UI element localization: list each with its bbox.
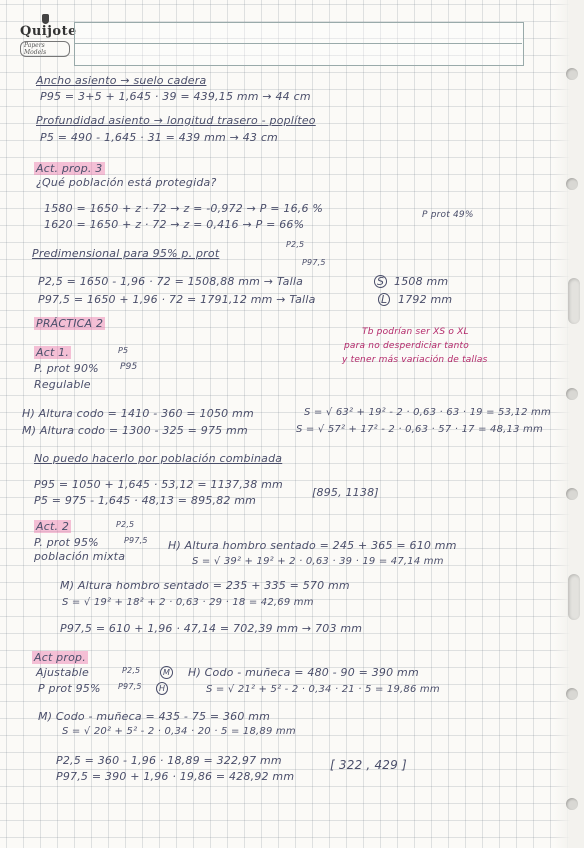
header-box: [74, 22, 524, 66]
brand-tagline: Papers Models: [20, 41, 70, 57]
binder-slot: [568, 278, 580, 324]
section-heading: PRÁCTICA 2: [36, 317, 104, 330]
note-line: H) Altura hombro sentado = 245 + 365 = 610 mm: [168, 539, 457, 552]
note-line: P5 = 975 - 1,645 · 48,13 = 895,82 mm: [34, 494, 257, 507]
note-line: P prot 95%: [38, 682, 101, 695]
size-mark: L: [378, 293, 390, 306]
note-line: P. prot 90%: [34, 362, 99, 375]
note-line: H) Codo - muñeca = 480 - 90 = 390 mm: [188, 666, 419, 679]
note-line: S = √ 39² + 19² + 2 · 0,63 · 39 · 19 = 47,14 mm: [192, 556, 444, 567]
note-line: S = √ 57² + 17² - 2 · 0,63 · 57 · 17 = 48,13 mm: [296, 424, 543, 435]
annotation-line: y tener más variación de tallas: [342, 355, 488, 365]
note-line: S = √ 63² + 19² - 2 · 0,63 · 63 · 19 = 53,12 mm: [304, 407, 551, 418]
note-line: Ancho asiento → suelo cadera: [36, 74, 207, 87]
note-line: P2,5: [116, 520, 135, 529]
note-line: P95: [120, 362, 138, 372]
note-line: P95 = 3+5 + 1,645 · 39 = 439,15 mm → 44 cm: [40, 90, 311, 103]
note-line: Profundidad asiento → longitud trasero - poplíteo: [36, 114, 316, 127]
note-line: población mixta: [34, 550, 126, 563]
page-edge: [554, 0, 584, 848]
note-line: P97,5: [118, 682, 142, 691]
brand-logo: [20, 24, 77, 58]
brand-name: Quijote: [20, 24, 77, 39]
binder-hole: [566, 388, 578, 400]
section-heading: Act 1.: [36, 346, 70, 359]
binder-hole: [566, 488, 578, 500]
section-heading: Act. prop. 3: [36, 162, 103, 175]
note-line: P2,5: [122, 666, 141, 675]
note-line: 1580 = 1650 + z · 72 → z = -0,972 → P = 16,6 %: [44, 202, 324, 215]
size-mark: H: [156, 682, 168, 695]
note-line: P2,5 = 1650 - 1,96 · 72 = 1508,88 mm → Talla: [38, 275, 304, 288]
note-line: 1620 = 1650 + z · 72 → z = 0,416 → P = 66%: [44, 218, 305, 231]
note-line: P. prot 95%: [34, 536, 99, 549]
annotation-line: para no desperdiciar tanto: [344, 341, 469, 351]
note-line: Predimensional para 95% p. prot: [32, 247, 220, 260]
quixote-figure-icon: [42, 14, 49, 24]
note-line: P97,5: [124, 536, 148, 545]
note-line: P97,5 = 610 + 1,96 · 47,14 = 702,39 mm → 703 mm: [60, 622, 363, 635]
note-line: Regulable: [34, 378, 91, 391]
note-line: P2,5 = 360 - 1,96 · 18,89 = 322,97 mm: [56, 754, 282, 767]
section-heading: Act. 2: [36, 520, 70, 533]
note-line: M) Codo - muñeca = 435 - 75 = 360 mm: [38, 710, 271, 723]
binder-hole: [566, 68, 578, 80]
size-mark: M: [160, 666, 173, 679]
note-line: P97,5 = 1650 + 1,96 · 72 = 1791,12 mm → Talla: [38, 293, 316, 306]
header-divider: [74, 43, 522, 44]
note-line: No puedo hacerlo por población combinada: [34, 452, 283, 465]
note-line: S = √ 20² + 5² - 2 · 0,34 · 20 · 5 = 18,89 mm: [62, 726, 296, 737]
binder-slot: [568, 574, 580, 620]
note-line: P prot 49%: [422, 210, 474, 220]
section-heading: Act prop.: [34, 651, 86, 664]
note-line: M) Altura codo = 1300 - 325 = 975 mm: [22, 424, 248, 437]
annotation-line: Tb podrían ser XS o XL: [362, 327, 469, 337]
note-line: P97,5 = 390 + 1,96 · 19,86 = 428,92 mm: [56, 770, 295, 783]
note-line: 1508 mm: [394, 275, 449, 288]
note-line: S = √ 21² + 5² - 2 · 0,34 · 21 · 5 = 19,86 mm: [206, 684, 440, 695]
note-line: P5: [118, 346, 129, 355]
note-line: ¿Qué población está protegida?: [36, 176, 217, 189]
note-line: P5 = 490 - 1,645 · 31 = 439 mm → 43 cm: [40, 131, 278, 144]
binder-hole: [566, 688, 578, 700]
interval-result: [ 322 , 429 ]: [330, 758, 407, 772]
note-line: M) Altura hombro sentado = 235 + 335 = 570 mm: [60, 579, 350, 592]
interval-result: [895, 1138]: [312, 486, 379, 499]
binder-hole: [566, 178, 578, 190]
note-line: P2,5: [286, 240, 305, 249]
note-line: S = √ 19² + 18² + 2 · 0,63 · 29 · 18 = 42,69 mm: [62, 597, 314, 608]
binder-hole: [566, 798, 578, 810]
note-line: 1792 mm: [398, 293, 453, 306]
note-line: P97,5: [302, 258, 326, 267]
note-line: P95 = 1050 + 1,645 · 53,12 = 1137,38 mm: [34, 478, 283, 491]
note-line: H) Altura codo = 1410 - 360 = 1050 mm: [22, 407, 254, 420]
note-line: Ajustable: [36, 666, 89, 679]
size-mark: S: [374, 275, 387, 288]
